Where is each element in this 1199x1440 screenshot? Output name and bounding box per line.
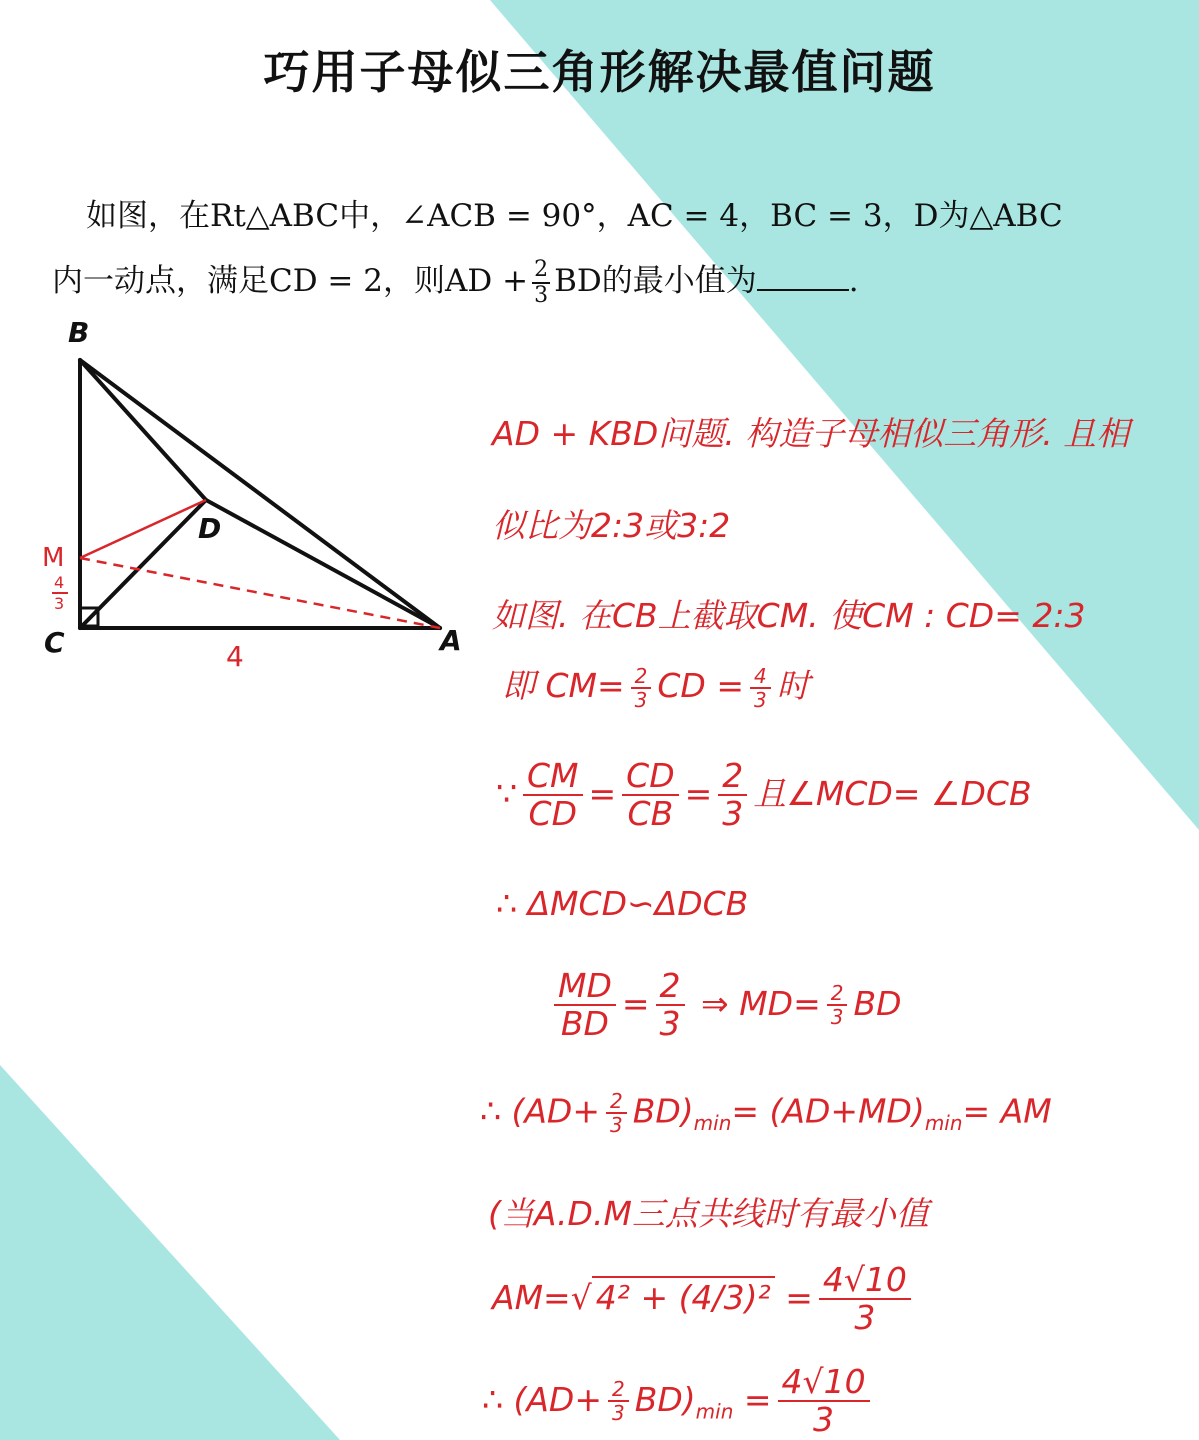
fraction-two-thirds-small [827,982,848,1028]
cm-numerator: 4 [54,573,65,592]
solution-line-11 [482,1364,876,1439]
frac-num: 2 [606,1090,627,1114]
frac-num: 4√10 [819,1262,911,1300]
frac-num: CD [622,758,678,796]
min-expr-close: BD) [634,1379,696,1419]
ac-length-label: 4 [226,640,244,673]
solution-line-6: ∴ ΔMCD∽ΔDCB [496,884,749,923]
label-b: B [68,316,90,349]
min-subscript: min [693,1111,732,1136]
fraction-numerator: 2 [534,256,549,282]
fraction-two-thirds [718,758,747,833]
equals-sign: = [743,1379,772,1419]
label-d: D [198,512,222,545]
frac-den: 3 [612,1401,625,1426]
frac-den: CD [528,794,577,834]
question-line-2 [52,255,859,308]
fraction-two-thirds-small [608,1378,629,1424]
solution-line-3: 如图. 在CB上截取CM. 使CM : CD= 2:3 [492,596,1086,635]
page-title: 巧用子母似三角形解决最值问题 [263,45,936,99]
frac-den: CB [627,794,674,834]
frac-den: 3 [722,794,744,834]
solution-line-7 [548,968,902,1043]
frac-den: 3 [854,1298,876,1338]
cm-denominator: 3 [54,594,65,613]
fraction-md-bd [554,968,616,1043]
am-eq-label: AM= [492,1277,571,1317]
solution-line-5 [496,758,1032,833]
segment-ma-dashed [80,558,440,628]
segment-bd [80,360,206,500]
bd-label: BD [853,983,902,1023]
frac-den: 3 [813,1400,835,1440]
question-line-1: 如图，在Rt△ABC中，∠ACB = 90°，AC = 4，BC = 3，D为△ABC [86,198,1063,234]
frac-den: BD [560,1004,609,1044]
equals-sign: = [684,773,713,813]
solution-line-1: AD + KBD问题. 构造子母相似三角形. 且相 [492,414,1130,453]
fraction-denominator: 3 [534,282,549,308]
question-fraction [532,258,550,308]
equals-sign: = [785,1277,813,1317]
question-end: . [848,263,859,299]
solution-line-4 [502,660,810,711]
label-c: C [44,626,65,659]
frac-den: 3 [830,1005,844,1030]
frac-den: 3 [753,687,767,712]
fraction-cm-cd [523,758,583,833]
min-expr-open: ∴ (AD+ [482,1379,602,1419]
solution-line-2: 似比为2:3或3:2 [492,506,731,545]
implies-arrow: ⇒ [701,983,729,1023]
frac-num: 2 [718,758,747,796]
answer-blank [757,265,849,291]
label-a: A [440,624,462,657]
label-m: M [42,543,65,573]
segment-md [80,500,206,558]
because-symbol: ∵ [496,773,517,813]
equals-sign: = [588,773,617,813]
solution-line-8 [480,1090,1052,1136]
frac-den: 3 [634,687,648,712]
frac-den: 3 [610,1113,623,1137]
cm-eq-label: 即 CM= [502,666,625,705]
min-expr-open: ∴ (AD+ [480,1091,600,1131]
sqrt-symbol: √ [570,1277,592,1317]
solution-line-9: (当A.D.M三点共线时有最小值 [488,1194,929,1233]
fraction-two-thirds [631,665,652,711]
fraction-four-thirds [750,665,771,711]
side-ab [80,360,440,628]
frac-num: 2 [631,665,652,689]
frac-num: 2 [656,968,685,1006]
frac-num: 2 [608,1378,629,1402]
min-expr-close: BD) [632,1091,694,1131]
angle-statement: 且∠MCD= ∠DCB [753,773,1032,813]
frac-num: 4 [750,665,771,689]
frac-num: 4√10 [778,1364,870,1402]
frac-num: 2 [827,982,848,1006]
question-text-b: BD的最小值为 [554,263,757,299]
frac-num: CM [523,758,583,796]
fraction-two-thirds [656,968,685,1043]
equivalent-expr: = (AD+MD) [731,1091,925,1131]
fraction-result [819,1262,911,1337]
frac-den: 3 [659,1004,681,1044]
fraction-cd-cb [622,758,678,833]
equals-sign: = [621,983,650,1023]
fraction-two-thirds-small [606,1090,627,1136]
time-label: 时 [776,666,810,705]
sqrt-radicand: 4² + (4/3)² [592,1276,775,1317]
final-answer-fraction [778,1364,870,1439]
md-eq-label: MD= [739,983,821,1023]
min-subscript: min [695,1399,734,1424]
triangle-diagram [30,310,470,680]
segment-da [206,500,440,628]
frac-num: MD [554,968,616,1006]
solution-line-10 [492,1262,917,1337]
cd-eq-label: CD = [657,666,744,705]
question-text-a: 内一动点，满足CD = 2，则AD + [52,263,529,299]
equals-am: = AM [962,1091,1052,1131]
min-subscript: min [924,1111,963,1136]
